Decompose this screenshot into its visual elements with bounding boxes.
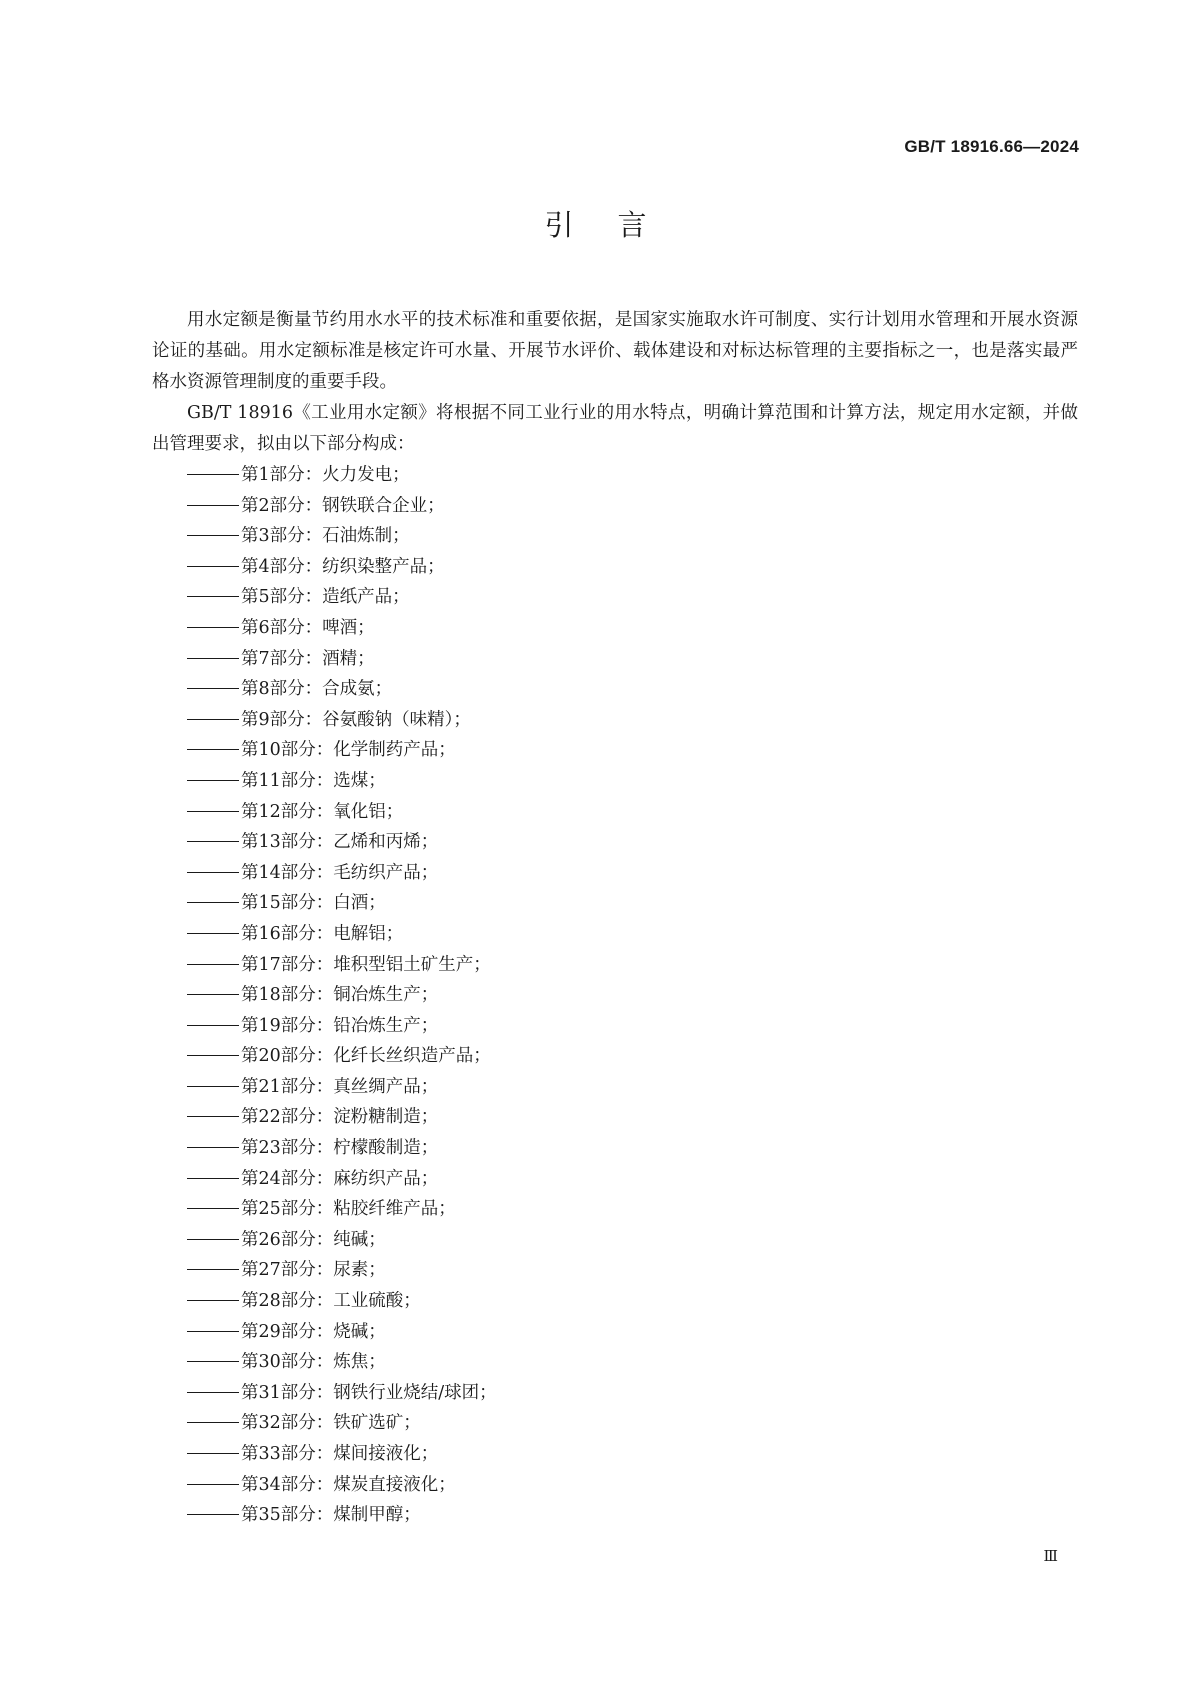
- list-item: [152, 613, 1078, 644]
- list-item: [152, 1408, 1078, 1439]
- document-body: [152, 305, 1078, 1531]
- em-dash-icon: [187, 1269, 239, 1270]
- part-label: 第25部分：粘胶纤维产品；: [241, 1199, 456, 1220]
- list-item: [152, 1470, 1078, 1501]
- parts-list: [152, 460, 1078, 1531]
- part-label: 第12部分：氧化铝；: [241, 801, 404, 822]
- em-dash-icon: [187, 1086, 239, 1087]
- em-dash-icon: [187, 1116, 239, 1117]
- em-dash-icon: [187, 658, 239, 659]
- list-item: [152, 888, 1078, 919]
- em-dash-icon: [187, 719, 239, 720]
- part-label: 第20部分：化纤长丝织造产品；: [241, 1046, 491, 1067]
- part-label: 第19部分：铅冶炼生产；: [241, 1015, 439, 1036]
- list-item: [152, 827, 1078, 858]
- em-dash-icon: [187, 1300, 239, 1301]
- em-dash-icon: [187, 749, 239, 750]
- part-label: 第14部分：毛纺织产品；: [241, 862, 439, 883]
- list-item: [152, 674, 1078, 705]
- part-label: 第21部分：真丝绸产品；: [241, 1076, 439, 1097]
- em-dash-icon: [187, 780, 239, 781]
- part-label: 第13部分：乙烯和丙烯；: [241, 832, 439, 853]
- em-dash-icon: [187, 1239, 239, 1240]
- em-dash-icon: [187, 1361, 239, 1362]
- list-item: [152, 1317, 1078, 1348]
- part-label: 第8部分：合成氨；: [241, 679, 393, 700]
- part-label: 第17部分：堆积型铝土矿生产；: [241, 954, 491, 975]
- part-label: 第23部分：柠檬酸制造；: [241, 1138, 439, 1159]
- em-dash-icon: [187, 933, 239, 934]
- part-label: 第11部分：选煤；: [241, 770, 386, 791]
- list-item: [152, 950, 1078, 981]
- em-dash-icon: [187, 1147, 239, 1148]
- part-label: 第29部分：烧碱；: [241, 1321, 386, 1342]
- list-item: [152, 705, 1078, 736]
- list-item: [152, 980, 1078, 1011]
- list-item: [152, 521, 1078, 552]
- part-label: 第34部分：煤炭直接液化；: [241, 1474, 456, 1495]
- list-item: [152, 1439, 1078, 1470]
- list-item: [152, 1500, 1078, 1531]
- list-item: [152, 1286, 1078, 1317]
- em-dash-icon: [187, 505, 239, 506]
- part-label: 第27部分：尿素；: [241, 1260, 386, 1281]
- list-item: [152, 1225, 1078, 1256]
- em-dash-icon: [187, 841, 239, 842]
- part-label: 第18部分：铜冶炼生产；: [241, 985, 439, 1006]
- list-item: [152, 1378, 1078, 1409]
- em-dash-icon: [187, 872, 239, 873]
- part-label: 第5部分：造纸产品；: [241, 587, 410, 608]
- part-label: 第4部分：纺织染整产品；: [241, 556, 445, 577]
- standard-code: GB/T 18916.66—2024: [904, 137, 1079, 156]
- structure-paragraph: GB/T 18916《工业用水定额》将根据不同工业行业的用水特点，明确计算范围和计算方法，规定用水定额，并做出管理要求，拟由以下部分构成：: [152, 403, 1078, 454]
- list-item: [152, 1194, 1078, 1225]
- list-item: [152, 766, 1078, 797]
- em-dash-icon: [187, 596, 239, 597]
- list-item: [152, 644, 1078, 675]
- part-label: 第28部分：工业硫酸；: [241, 1291, 421, 1312]
- part-label: 第1部分：火力发电；: [241, 465, 410, 485]
- part-label: 第3部分：石油炼制；: [241, 526, 410, 547]
- em-dash-icon: [187, 535, 239, 536]
- em-dash-icon: [187, 994, 239, 995]
- em-dash-icon: [187, 474, 239, 475]
- list-item: [152, 1164, 1078, 1195]
- em-dash-icon: [187, 811, 239, 812]
- em-dash-icon: [187, 964, 239, 965]
- em-dash-icon: [187, 566, 239, 567]
- list-item: [152, 1011, 1078, 1042]
- part-label: 第2部分：钢铁联合企业；: [241, 495, 445, 516]
- part-label: 第9部分：谷氨酸钠（味精）；: [241, 709, 471, 730]
- list-item: [152, 460, 1078, 491]
- part-label: 第24部分：麻纺织产品；: [241, 1168, 439, 1189]
- em-dash-icon: [187, 1514, 239, 1515]
- part-label: 第32部分：铁矿选矿；: [241, 1413, 421, 1434]
- em-dash-icon: [187, 1055, 239, 1056]
- em-dash-icon: [187, 1025, 239, 1026]
- list-item: [152, 491, 1078, 522]
- list-item: [152, 919, 1078, 950]
- part-label: 第6部分：啤酒；: [241, 617, 375, 638]
- part-label: 第22部分：淀粉糖制造；: [241, 1107, 439, 1128]
- list-item: [152, 735, 1078, 766]
- em-dash-icon: [187, 1208, 239, 1209]
- part-label: 第35部分：煤制甲醇；: [241, 1505, 421, 1526]
- list-item: [152, 1072, 1078, 1103]
- em-dash-icon: [187, 902, 239, 903]
- part-label: 第31部分：钢铁行业烧结/球团；: [241, 1382, 497, 1403]
- list-item: [152, 1347, 1078, 1378]
- page-number: Ⅲ: [1043, 1547, 1058, 1565]
- em-dash-icon: [187, 1422, 239, 1423]
- em-dash-icon: [187, 1331, 239, 1332]
- list-item: [152, 797, 1078, 828]
- part-label: 第15部分：白酒；: [241, 893, 386, 914]
- section-title: 引言: [544, 208, 691, 242]
- em-dash-icon: [187, 1453, 239, 1454]
- em-dash-icon: [187, 688, 239, 689]
- part-label: 第33部分：煤间接液化；: [241, 1444, 439, 1464]
- em-dash-icon: [187, 627, 239, 628]
- list-item: [152, 1102, 1078, 1133]
- list-item: [152, 858, 1078, 889]
- part-label: 第10部分：化学制药产品；: [241, 740, 456, 761]
- part-label: 第26部分：纯碱；: [241, 1229, 386, 1250]
- em-dash-icon: [187, 1178, 239, 1179]
- em-dash-icon: [187, 1484, 239, 1485]
- list-item: [152, 1255, 1078, 1286]
- list-item: [152, 1133, 1078, 1164]
- list-item: [152, 582, 1078, 613]
- em-dash-icon: [187, 1392, 239, 1393]
- part-label: 第7部分：酒精；: [241, 648, 375, 669]
- part-label: 第16部分：电解铝；: [241, 923, 404, 944]
- intro-paragraph: 用水定额是衡量节约用水水平的技术标准和重要依据，是国家实施取水许可制度、实行计划用水管理和开展水资源论证的基础。用水定额标准是核定许可水量、开展节水评价、载体建设和对标达标管理的主要指标之一，也是落实最严格水资源管理制度的重要手段。: [152, 310, 1078, 392]
- list-item: [152, 1041, 1078, 1072]
- part-label: 第30部分：炼焦；: [241, 1352, 386, 1373]
- list-item: [152, 552, 1078, 583]
